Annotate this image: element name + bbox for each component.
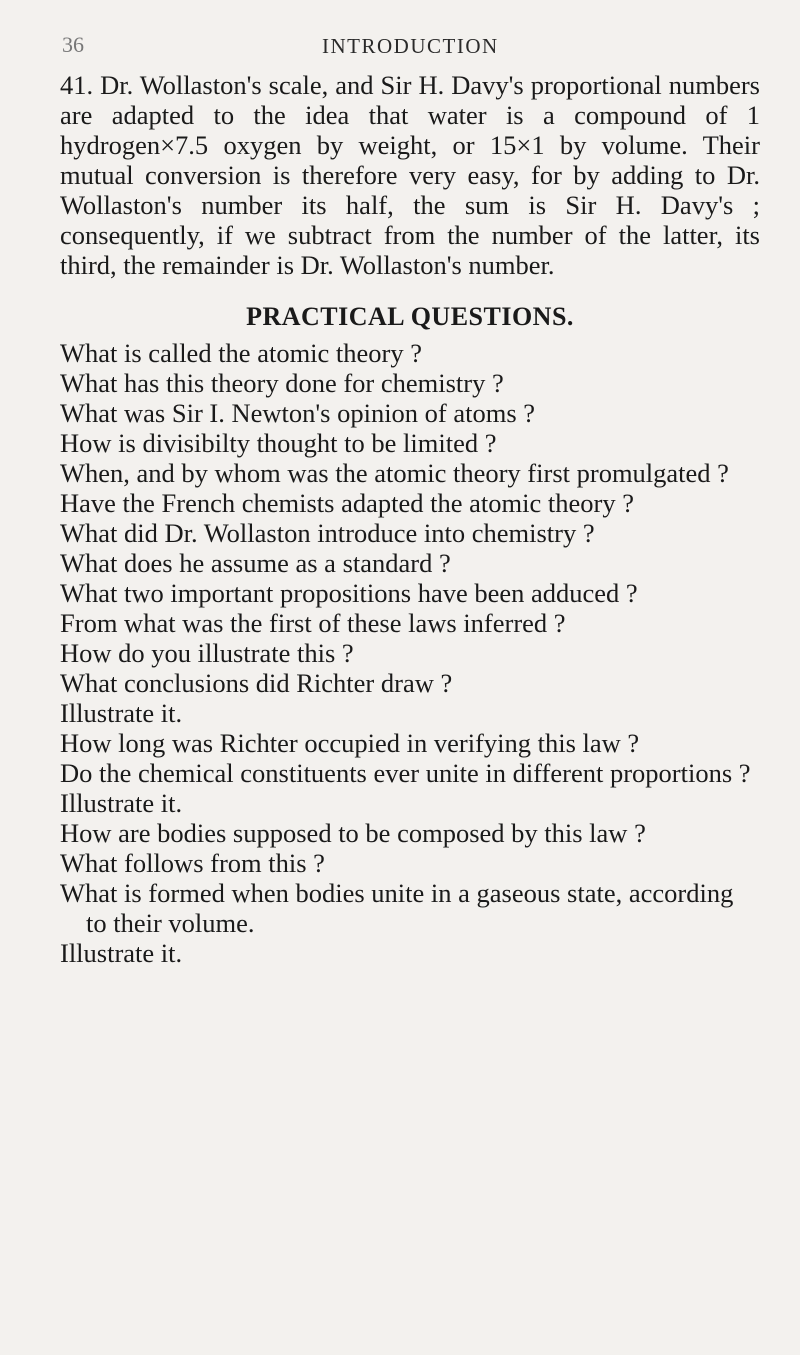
question-item: What does he assume as a standard ? <box>60 548 451 578</box>
running-head: INTRODUCTION <box>322 34 499 58</box>
page-number: 36 <box>62 32 84 57</box>
question-item: How are bodies supposed to be composed by this law ? <box>60 818 646 848</box>
question-item: What did Dr. Wollaston introduce into chemistry ? <box>60 518 595 548</box>
question-item: Do the chemical constituents ever unite in different proportions ? <box>60 758 751 788</box>
section-heading: PRACTICAL QUESTIONS. <box>246 302 574 331</box>
question-item: What is called the atomic theory ? <box>60 338 423 368</box>
question-item: Illustrate it. <box>60 698 183 728</box>
question-item: What has this theory done for chemistry ? <box>60 368 504 398</box>
question-item: What follows from this ? <box>60 848 325 878</box>
question-item: From what was the first of these laws inferred ? <box>60 608 566 638</box>
question-item: When, and by whom was the atomic theory first promulgated ? <box>60 458 729 488</box>
question-item: How is divisibilty thought to be limited ? <box>60 428 497 458</box>
body-text <box>60 70 760 968</box>
paragraph-41: 41. Dr. Wollaston's scale, and Sir H. Davy's proportional numbers are adapted to the idea that water is a compound of 1 hydrogen×7.5 oxygen by weight, or 15×1 by volume. Their mutual conversion is therefore very easy, for by adding to Dr. Wollaston's number its half, the sum is Sir H. Davy's ; consequently, if we subtract from the number of the latter, its third, the remainder is Dr. Wollaston's number. <box>60 70 760 280</box>
question-item: Have the French chemists adapted the atomic theory ? <box>60 488 634 518</box>
question-item: Illustrate it. <box>60 938 183 968</box>
question-item: What conclusions did Richter draw ? <box>60 668 453 698</box>
question-item: Illustrate it. <box>60 788 183 818</box>
question-item: What two important propositions have been adduced ? <box>60 578 638 608</box>
question-list <box>60 338 760 968</box>
question-item: How long was Richter occupied in verifying this law ? <box>60 728 640 758</box>
question-item: What is formed when bodies unite in a gaseous state, according to their volume. <box>60 878 734 938</box>
question-item: What was Sir I. Newton's opinion of atoms ? <box>60 398 536 428</box>
page-header <box>0 30 800 60</box>
question-item: How do you illustrate this ? <box>60 638 354 668</box>
